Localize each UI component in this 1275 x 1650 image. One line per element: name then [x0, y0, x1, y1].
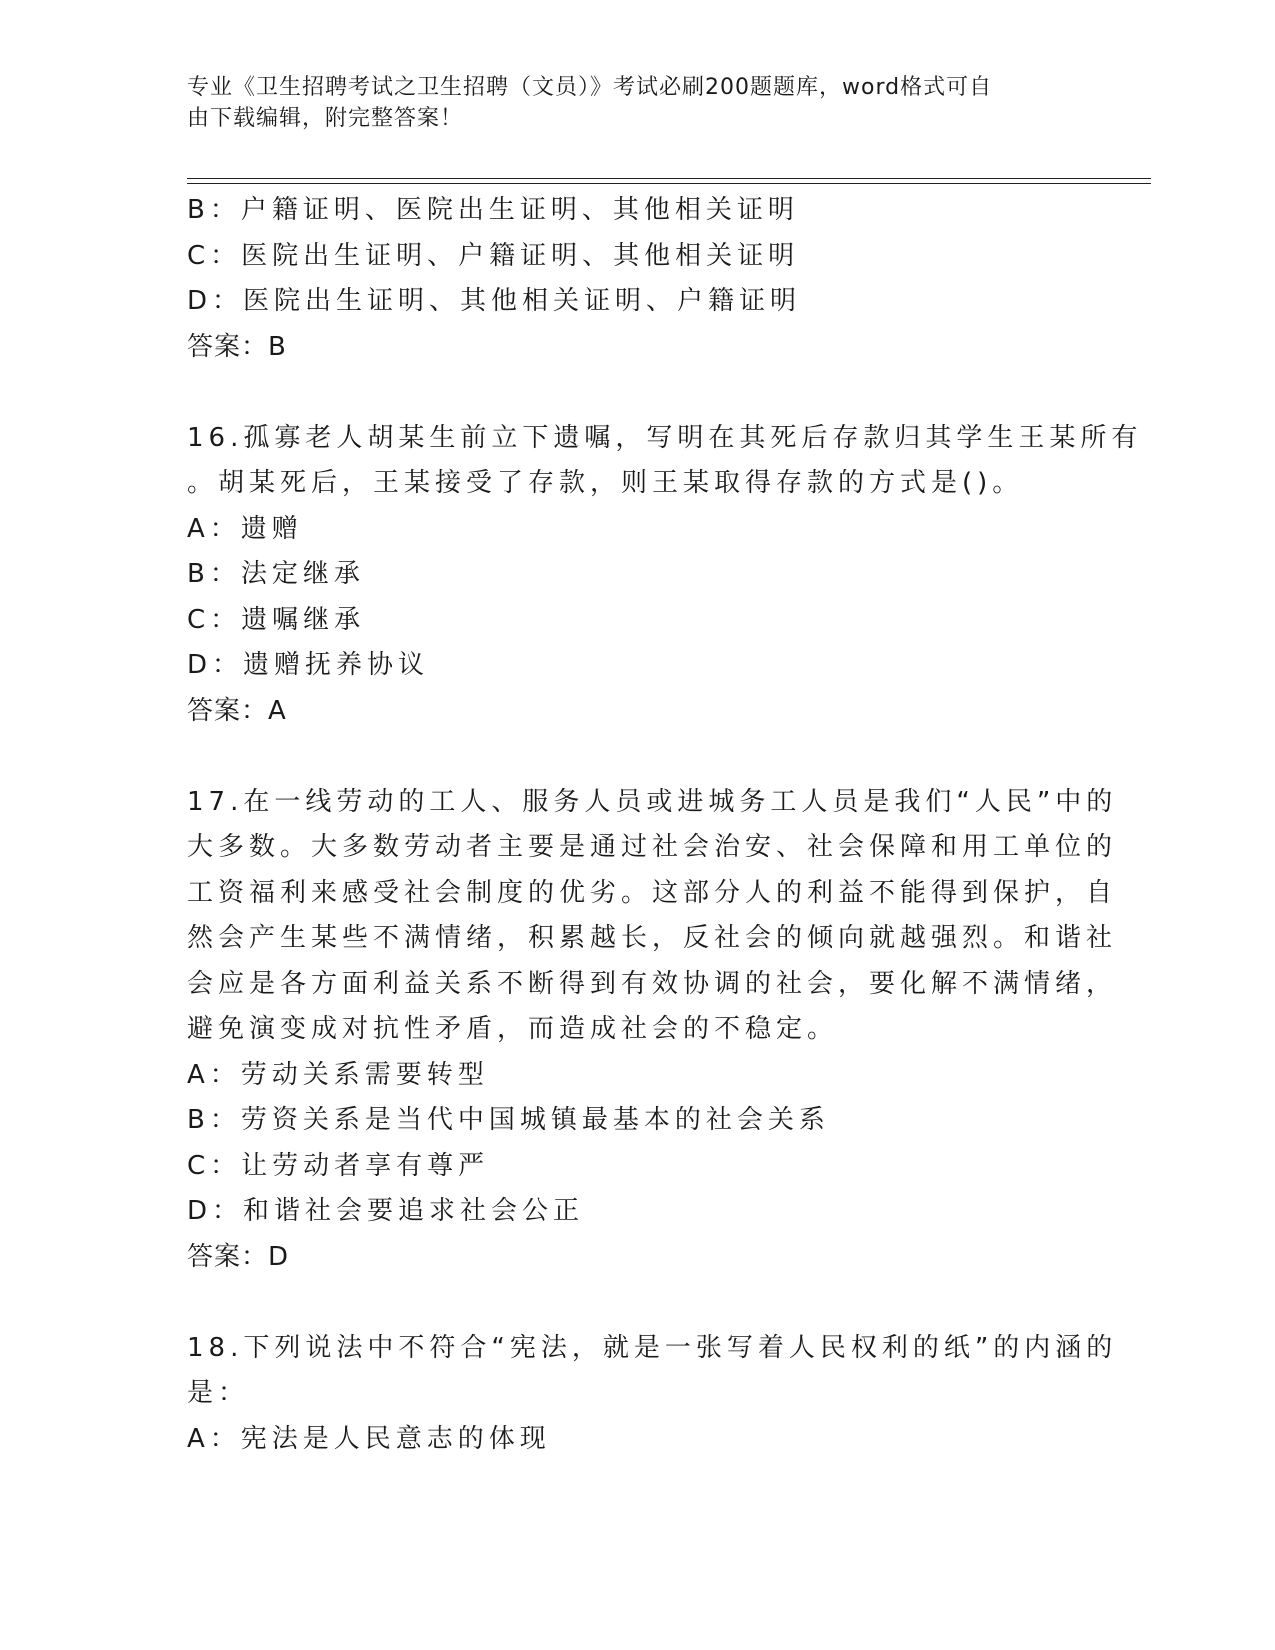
q17-option-a: A：劳动关系需要转型 — [187, 1059, 489, 1090]
q16-stem-line-2: 。胡某死后，王某接受了存款，则王某取得存款的方式是()。 — [187, 468, 1024, 498]
q17-stem-line-6: 避免演变成对抗性矛盾，而造成社会的不稳定。 — [187, 1014, 839, 1044]
q17-option-b: B：劳资关系是当代中国城镇最基本的社会关系 — [187, 1105, 830, 1135]
document-body — [187, 188, 1143, 1462]
q16-option-a: A：遗赠 — [187, 513, 303, 544]
q17-stem-line-2: 大多数。大多数劳动者主要是通过社会治安、社会保障和用工单位的 — [187, 832, 1118, 862]
q16-answer: 答案：A — [187, 695, 287, 726]
q16-option-b: B：法定继承 — [187, 559, 365, 589]
header-line-1: 专业《卫生招聘考试之卫生招聘（文员）》考试必刷200题题库，word格式可自 — [187, 75, 993, 100]
q18-stem-line-1: 18.下列说法中不符合“宪法，就是一张写着人民权利的纸”的内涵的 — [187, 1332, 1118, 1363]
header-rule-top — [187, 178, 1151, 179]
q17-stem-line-3: 工资福利来感受社会制度的优劣。这部分人的利益不能得到保护，自 — [187, 877, 1118, 908]
spacer — [187, 1280, 1087, 1326]
q17-stem-line-4: 然会产生某些不满情绪，积累越长，反社会的倾向就越强烈。和谐社 — [187, 923, 1118, 953]
q15-option-c: C：医院出生证明、户籍证明、其他相关证明 — [187, 240, 800, 271]
spacer — [187, 734, 1087, 780]
q16-stem-line-1: 16.孤寡老人胡某生前立下遗嘱，写明在其死后存款归其学生王某所有 — [187, 422, 1143, 453]
q16-option-d: D：遗赠抚养协议 — [187, 650, 430, 680]
q17-answer: 答案：D — [187, 1241, 290, 1272]
q17-option-c: C：让劳动者享有尊严 — [187, 1150, 490, 1181]
question-18 — [187, 1326, 1118, 1463]
header-rule-bottom — [187, 183, 1151, 184]
document-header — [187, 72, 1067, 134]
question-16 — [187, 416, 1143, 735]
header-line-2: 由下载编辑，附完整答案！ — [187, 106, 464, 131]
q17-option-d: D：和谐社会要追求社会公正 — [187, 1196, 585, 1226]
q18-option-a: A：宪法是人民意志的体现 — [187, 1423, 551, 1454]
q18-stem-line-2: 是： — [187, 1378, 250, 1408]
q15-answer: 答案：B — [187, 331, 287, 362]
q15-option-b: B：户籍证明、医院出生证明、其他相关证明 — [187, 195, 799, 225]
question-15-tail — [187, 188, 1087, 370]
q17-stem-line-1: 17.在一线劳动的工人、服务人员或进城务工人员是我们“人民”中的 — [187, 786, 1118, 817]
question-17 — [187, 780, 1118, 1281]
q17-stem-line-5: 会应是各方面利益关系不断得到有效协调的社会，要化解不满情绪， — [187, 968, 1118, 999]
spacer — [187, 370, 1087, 416]
q15-option-d: D：医院出生证明、其他相关证明、户籍证明 — [187, 286, 802, 316]
q16-option-c: C：遗嘱继承 — [187, 604, 366, 635]
